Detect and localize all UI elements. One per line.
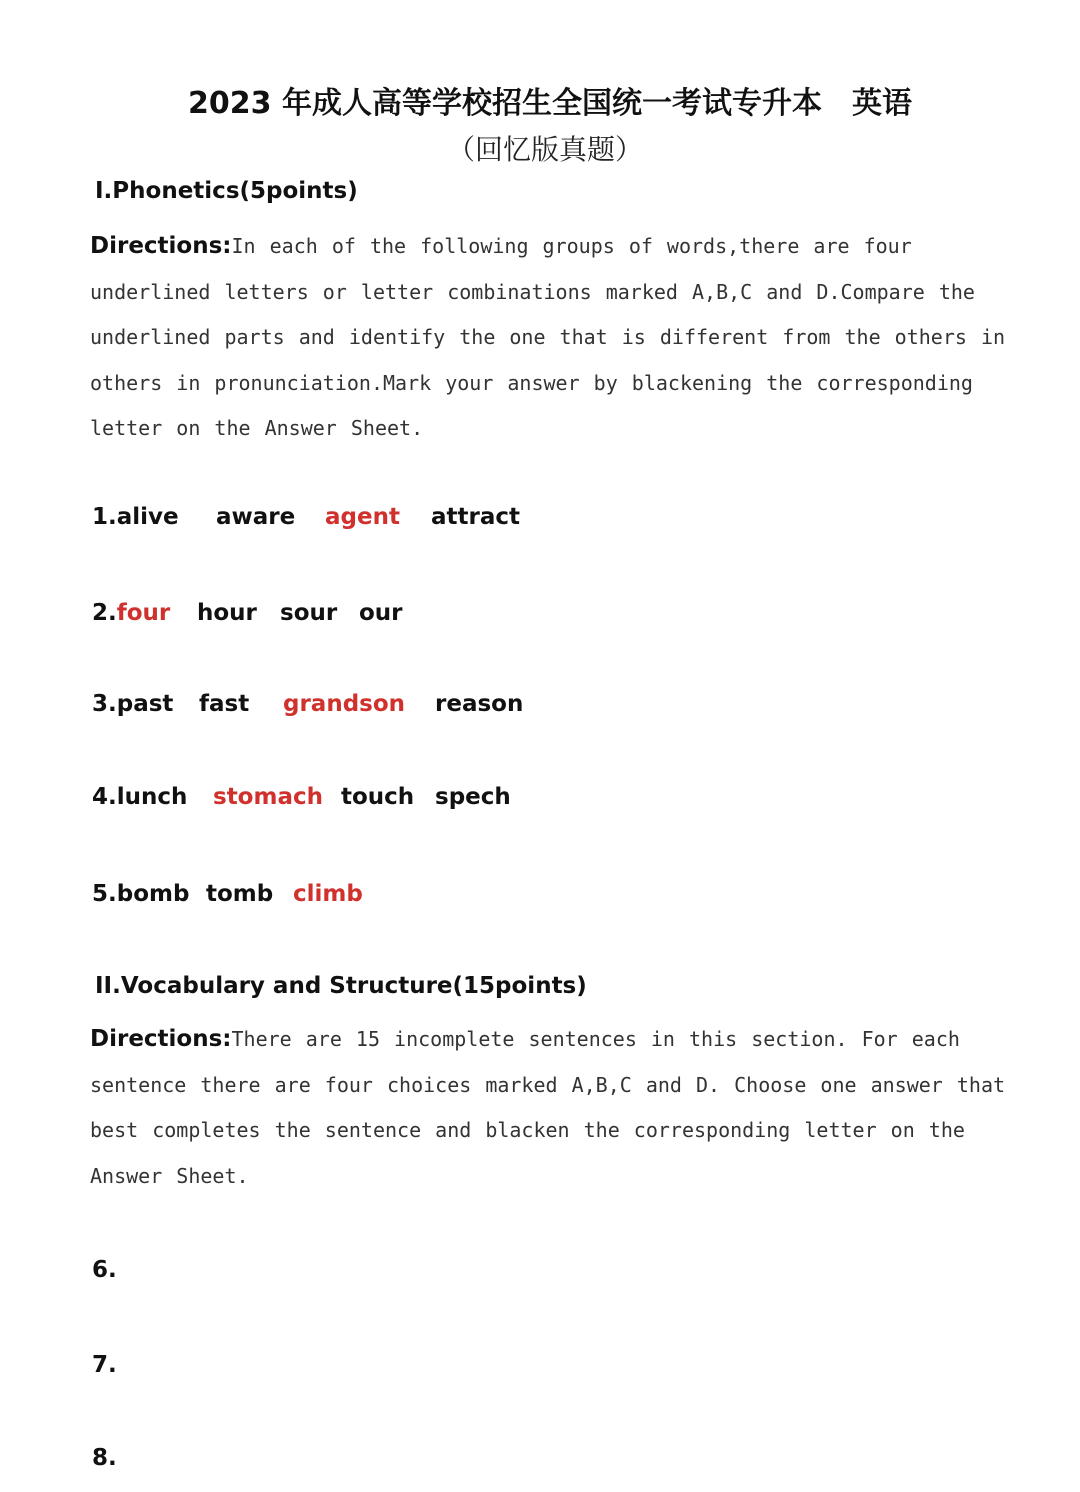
directions-line: best completes the sentence and blacken the corresponding letter on the [90,1118,965,1142]
question-8-number: 8. [92,1445,117,1471]
word-option: past [116,691,174,717]
word-option-answer: four [116,600,171,626]
word-option: alive [116,504,179,530]
directions-line: letter on the Answer Sheet. [90,416,424,440]
word-option: sour [280,600,338,626]
section-2-heading: II.Vocabulary and Structure(15points) [95,973,587,999]
word-option: lunch [116,784,188,810]
question-number: 4.lunch [92,784,188,810]
word-option: fast [199,691,250,717]
directions-line: sentence there are four choices marked A,B,C and D. Choose one answer that [90,1072,1006,1097]
word-option-answer: agent [325,504,400,530]
directions-text: There are 15 incomplete sentences in this section. For each [231,1027,960,1051]
question-7-number: 7. [92,1352,117,1378]
directions-line: others in pronunciation.Mark your answer by blackening the corresponding [90,370,973,395]
word-option: touch [341,784,415,810]
title-subject: 英语 [851,86,912,121]
title-main: 2023 年成人高等学校招生全国统一考试专升本 [188,86,822,121]
directions-text: In each of the following groups of words,there are four [231,234,912,258]
section-1-directions [90,224,1006,452]
question-number: 1.alive [92,504,179,530]
directions-line: Answer Sheet. [90,1163,249,1188]
question-number: 3.past [92,691,174,717]
word-option: hour [197,600,257,626]
directions-line [90,1017,990,1063]
directions-line: underlined parts and identify the one that is different from the others in [90,325,1006,349]
word-option: tomb [206,881,274,907]
directions-label: Directions: [90,233,232,259]
word-option: attract [431,504,521,530]
word-option-answer: grandson [283,691,406,717]
word-option: spech [435,784,511,810]
page-subtitle: （回忆版真题） [446,133,643,166]
question-number: 5.bomb [92,881,190,907]
word-option-answer: climb [293,881,363,907]
section-1-heading: I.Phonetics(5points) [95,178,358,204]
question-6-number: 6. [92,1257,117,1283]
word-option: reason [435,691,524,717]
section-2-directions [90,1017,1006,1199]
word-option: our [359,600,403,626]
word-option-answer: stomach [213,784,323,810]
word-option: aware [216,504,296,530]
directions-label: Directions: [90,1026,232,1052]
word-option: bomb [116,881,190,907]
page-title [0,78,1080,122]
directions-line [90,224,990,270]
question-number: 2.four [92,600,171,626]
directions-line: underlined letters or letter combinations marked A,B,C and D.Compare the [90,279,975,304]
